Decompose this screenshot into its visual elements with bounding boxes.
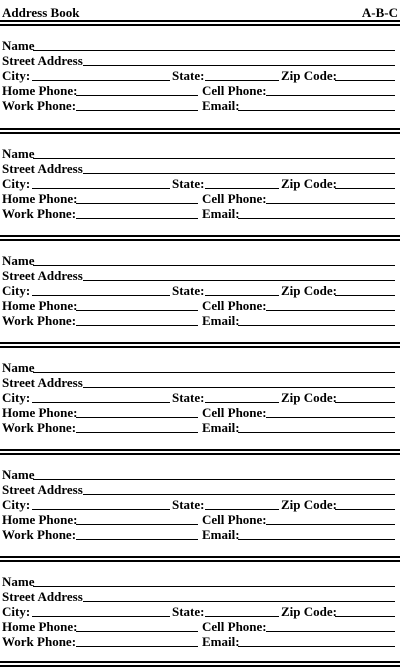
street-address-label: Street Address bbox=[2, 375, 83, 390]
entry-row bbox=[2, 206, 398, 220]
home-phone-label: Home Phone: bbox=[2, 298, 78, 313]
street-address-label: Street Address bbox=[2, 53, 83, 68]
entry-row bbox=[2, 360, 398, 374]
entry-row bbox=[2, 574, 398, 588]
home-phone-label: Home Phone: bbox=[2, 619, 78, 634]
state-label: State: bbox=[172, 176, 205, 191]
street-address-label: Street Address bbox=[2, 268, 83, 283]
entry-row bbox=[2, 467, 398, 481]
letter-range: A-B-C bbox=[361, 5, 398, 20]
city-label: City: bbox=[2, 283, 31, 298]
cell-phone-field[interactable] bbox=[266, 95, 395, 96]
name-field[interactable] bbox=[33, 479, 395, 480]
name-field[interactable] bbox=[33, 265, 395, 266]
street-address-label: Street Address bbox=[2, 589, 83, 604]
entry-row bbox=[2, 68, 398, 82]
zip-code-field[interactable] bbox=[335, 188, 395, 189]
email-label: Email: bbox=[202, 527, 240, 542]
cell-phone-field[interactable] bbox=[266, 310, 395, 311]
zip-code-label: Zip Code: bbox=[281, 497, 337, 512]
entry-row bbox=[2, 589, 398, 603]
address-entry bbox=[0, 467, 400, 557]
zip-code-label: Zip Code: bbox=[281, 68, 337, 83]
email-field[interactable] bbox=[238, 539, 395, 540]
work-phone-field[interactable] bbox=[76, 110, 198, 111]
cell-phone-label: Cell Phone: bbox=[202, 512, 267, 527]
address-entry bbox=[0, 253, 400, 343]
home-phone-field[interactable] bbox=[76, 310, 198, 311]
home-phone-field[interactable] bbox=[76, 524, 198, 525]
page-title: Address Book bbox=[2, 5, 80, 20]
state-field[interactable] bbox=[205, 188, 279, 189]
street-address-field[interactable] bbox=[83, 387, 395, 388]
home-phone-field[interactable] bbox=[76, 417, 198, 418]
entry-row bbox=[2, 176, 398, 190]
zip-code-label: Zip Code: bbox=[281, 604, 337, 619]
state-field[interactable] bbox=[205, 80, 279, 81]
entry-row bbox=[2, 420, 398, 434]
address-entry bbox=[0, 360, 400, 450]
city-field[interactable] bbox=[32, 295, 170, 296]
state-label: State: bbox=[172, 497, 205, 512]
entry-row bbox=[2, 283, 398, 297]
street-address-field[interactable] bbox=[83, 494, 395, 495]
work-phone-label: Work Phone: bbox=[2, 527, 77, 542]
state-label: State: bbox=[172, 390, 205, 405]
zip-code-label: Zip Code: bbox=[281, 283, 337, 298]
cell-phone-field[interactable] bbox=[266, 203, 395, 204]
zip-code-field[interactable] bbox=[335, 509, 395, 510]
entry-row bbox=[2, 298, 398, 312]
email-field[interactable] bbox=[238, 325, 395, 326]
entry-row bbox=[2, 634, 398, 648]
entry-row bbox=[2, 161, 398, 175]
entry-row bbox=[2, 390, 398, 404]
state-field[interactable] bbox=[205, 295, 279, 296]
divider bbox=[0, 235, 400, 241]
name-field[interactable] bbox=[33, 158, 395, 159]
cell-phone-label: Cell Phone: bbox=[202, 191, 267, 206]
city-field[interactable] bbox=[32, 509, 170, 510]
home-phone-field[interactable] bbox=[76, 95, 198, 96]
home-phone-label: Home Phone: bbox=[2, 83, 78, 98]
work-phone-field[interactable] bbox=[76, 646, 198, 647]
street-address-field[interactable] bbox=[83, 173, 395, 174]
address-entry bbox=[0, 38, 400, 128]
state-label: State: bbox=[172, 604, 205, 619]
name-label: Name bbox=[2, 360, 35, 375]
address-entry bbox=[0, 146, 400, 236]
street-address-field[interactable] bbox=[83, 65, 395, 66]
home-phone-label: Home Phone: bbox=[2, 512, 78, 527]
cell-phone-field[interactable] bbox=[266, 524, 395, 525]
work-phone-label: Work Phone: bbox=[2, 98, 77, 113]
entry-row bbox=[2, 268, 398, 282]
email-label: Email: bbox=[202, 98, 240, 113]
work-phone-label: Work Phone: bbox=[2, 206, 77, 221]
divider bbox=[0, 342, 400, 348]
home-phone-label: Home Phone: bbox=[2, 405, 78, 420]
email-label: Email: bbox=[202, 634, 240, 649]
city-label: City: bbox=[2, 68, 31, 83]
entry-row bbox=[2, 604, 398, 618]
entry-row bbox=[2, 482, 398, 496]
cell-phone-label: Cell Phone: bbox=[202, 619, 267, 634]
cell-phone-label: Cell Phone: bbox=[202, 298, 267, 313]
divider bbox=[0, 556, 400, 562]
city-label: City: bbox=[2, 390, 31, 405]
entry-row bbox=[2, 98, 398, 112]
work-phone-label: Work Phone: bbox=[2, 634, 77, 649]
entry-row bbox=[2, 191, 398, 205]
email-field[interactable] bbox=[238, 646, 395, 647]
name-field[interactable] bbox=[33, 50, 395, 51]
zip-code-label: Zip Code: bbox=[281, 176, 337, 191]
divider bbox=[0, 20, 400, 26]
name-label: Name bbox=[2, 146, 35, 161]
cell-phone-field[interactable] bbox=[266, 631, 395, 632]
zip-code-field[interactable] bbox=[335, 616, 395, 617]
work-phone-field[interactable] bbox=[76, 539, 198, 540]
entry-row bbox=[2, 146, 398, 160]
cell-phone-label: Cell Phone: bbox=[202, 83, 267, 98]
home-phone-field[interactable] bbox=[76, 203, 198, 204]
divider bbox=[0, 449, 400, 455]
email-field[interactable] bbox=[238, 110, 395, 111]
entry-row bbox=[2, 253, 398, 267]
home-phone-label: Home Phone: bbox=[2, 191, 78, 206]
work-phone-label: Work Phone: bbox=[2, 420, 77, 435]
name-field[interactable] bbox=[33, 586, 395, 587]
city-field[interactable] bbox=[32, 402, 170, 403]
entry-row bbox=[2, 497, 398, 511]
zip-code-field[interactable] bbox=[335, 80, 395, 81]
work-phone-label: Work Phone: bbox=[2, 313, 77, 328]
entry-row bbox=[2, 53, 398, 67]
email-field[interactable] bbox=[238, 432, 395, 433]
state-field[interactable] bbox=[205, 616, 279, 617]
entry-row bbox=[2, 313, 398, 327]
city-field[interactable] bbox=[32, 80, 170, 81]
zip-code-label: Zip Code: bbox=[281, 390, 337, 405]
street-address-label: Street Address bbox=[2, 482, 83, 497]
name-label: Name bbox=[2, 467, 35, 482]
cell-phone-label: Cell Phone: bbox=[202, 405, 267, 420]
street-address-field[interactable] bbox=[83, 280, 395, 281]
home-phone-field[interactable] bbox=[76, 631, 198, 632]
work-phone-field[interactable] bbox=[76, 432, 198, 433]
street-address-field[interactable] bbox=[83, 601, 395, 602]
email-label: Email: bbox=[202, 206, 240, 221]
state-field[interactable] bbox=[205, 402, 279, 403]
city-field[interactable] bbox=[32, 616, 170, 617]
zip-code-field[interactable] bbox=[335, 295, 395, 296]
entry-row bbox=[2, 83, 398, 97]
email-label: Email: bbox=[202, 420, 240, 435]
street-address-label: Street Address bbox=[2, 161, 83, 176]
name-label: Name bbox=[2, 253, 35, 268]
city-label: City: bbox=[2, 176, 31, 191]
zip-code-field[interactable] bbox=[335, 402, 395, 403]
entry-row bbox=[2, 405, 398, 419]
name-label: Name bbox=[2, 574, 35, 589]
cell-phone-field[interactable] bbox=[266, 417, 395, 418]
entry-row bbox=[2, 38, 398, 52]
name-field[interactable] bbox=[33, 372, 395, 373]
city-label: City: bbox=[2, 604, 31, 619]
entry-row bbox=[2, 512, 398, 526]
work-phone-field[interactable] bbox=[76, 325, 198, 326]
state-field[interactable] bbox=[205, 509, 279, 510]
work-phone-field[interactable] bbox=[76, 218, 198, 219]
state-label: State: bbox=[172, 68, 205, 83]
name-label: Name bbox=[2, 38, 35, 53]
city-field[interactable] bbox=[32, 188, 170, 189]
entry-row bbox=[2, 619, 398, 633]
city-label: City: bbox=[2, 497, 31, 512]
entry-row bbox=[2, 527, 398, 541]
entry-row bbox=[2, 375, 398, 389]
state-label: State: bbox=[172, 283, 205, 298]
divider bbox=[0, 661, 400, 667]
email-label: Email: bbox=[202, 313, 240, 328]
divider bbox=[0, 128, 400, 134]
address-entry bbox=[0, 574, 400, 664]
email-field[interactable] bbox=[238, 218, 395, 219]
